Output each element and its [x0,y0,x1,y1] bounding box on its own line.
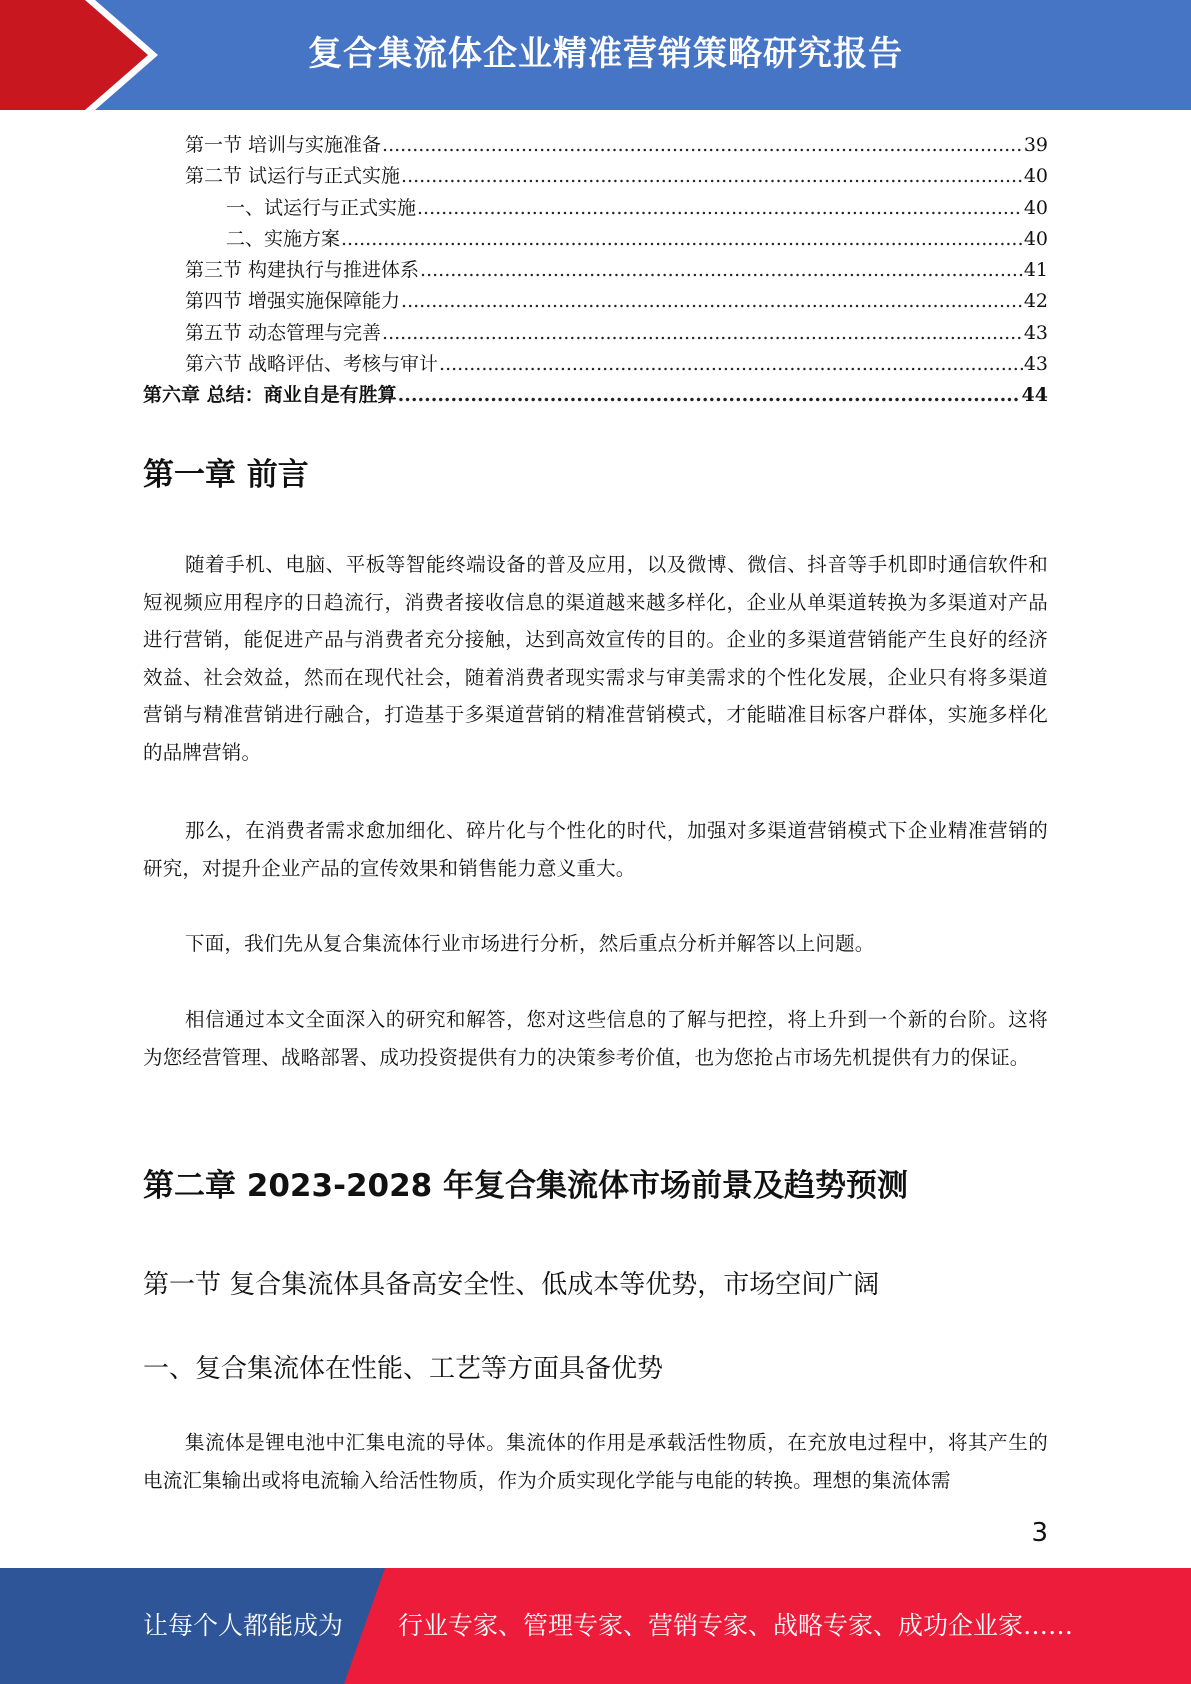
toc-entry [143,286,1048,317]
chapter2-paragraph-1: 集流体是锂电池中汇集电流的导体。集流体的作用是承载活性物质，在充放电过程中，将其产生的电流汇集输出或将电流输入给活性物质，作为介质实现化学能与电能的转换。理想的集流体需 [143,1431,1048,1492]
chapter2-section1-heading: 第一节 复合集流体具备高安全性、低成本等优势，市场空间广阔 [143,1270,880,1300]
footer-slogan-left: 让每个人都能成为 [143,1611,344,1640]
toc-dot-leader [341,228,1023,250]
toc-entry-title: 第四节 增强实施保障能力 [185,290,401,313]
report-title: 复合集流体企业精准营销策略研究报告 [308,34,903,74]
toc-entry [143,224,1048,255]
toc-entry-title: 第六章 总结：商业自是有胜算 [143,384,397,407]
page-header [0,0,1191,110]
toc-entry [143,380,1048,411]
toc-entry [143,255,1048,286]
footer-slogan-right: 行业专家、管理专家、营销专家、战略专家、成功企业家…… [398,1611,1074,1640]
toc-entry-page: 40 [1023,196,1048,219]
chapter2-heading: 第二章 2023-2028 年复合集流体市场前景及趋势预测 [143,1168,909,1204]
toc-dot-leader [417,197,1023,219]
toc-entry-page: 39 [1023,134,1048,156]
table-of-contents [143,130,1048,412]
chapter2-subsection-heading: 一、复合集流体在性能、工艺等方面具备优势 [143,1354,664,1384]
toc-entry-page: 40 [1023,165,1048,188]
toc-entry-title: 第六节 战略评估、考核与审计 [185,353,439,376]
chapter1-paragraph-2: 那么，在消费者需求愈加细化、碎片化与个性化的时代，加强对多渠道营销模式下企业精准营销的研究，对提升企业产品的宣传效果和销售能力意义重大。 [143,819,1048,880]
toc-entry-page: 40 [1023,227,1048,250]
toc-entry-page: 43 [1023,353,1048,376]
chapter1-paragraph-3: 下面，我们先从复合集流体行业市场进行分析，然后重点分析并解答以上问题。 [185,932,875,955]
toc-dot-leader [420,259,1023,281]
chapter1-paragraph-4: 相信通过本文全面深入的研究和解答，您对这些信息的了解与把控，将上升到一个新的台阶。这将为您经营管理、战略部署、成功投资提供有力的决策参考价值，也为您抢占市场先机提供有力的保证。 [143,1008,1048,1069]
toc-entry [143,349,1048,380]
toc-entry-title: 第三节 构建执行与推进体系 [185,259,420,282]
toc-entry [143,318,1048,349]
toc-dot-leader [382,134,1023,156]
toc-entry-title: 一、试运行与正式实施 [226,196,417,219]
toc-entry-title: 第一节 培训与实施准备 [185,134,382,156]
toc-dot-leader [398,384,1021,406]
toc-entry [143,130,1048,161]
chapter1-paragraph-1: 随着手机、电脑、平板等智能终端设备的普及应用，以及微博、微信、抖音等手机即时通信软件和短视频应用程序的日趋流行，消费者接收信息的渠道越来越多样化，企业从单渠道转换为多渠道对产品进行营销，能促进产品与消费者充分接触，达到高效宣传的目的。企业的多渠道营销能产生良好的经济效益、社会效益，然而在现代社会，随着消费者现实需求与审美需求的个性化发展，企业只有将多渠道营销与精准营销进行融合，打造基于多渠道营销的精准营销模式，才能瞄准目标客户群体，实施多样化的品牌营销。 [143,553,1048,764]
toc-entry [143,161,1048,192]
toc-dot-leader [382,322,1023,344]
page-number: 3 [1031,1518,1048,1548]
toc-dot-leader [401,290,1023,312]
toc-entry [143,193,1048,224]
chapter1-heading: 第一章 前言 [143,457,309,493]
toc-entry-title: 第二节 试运行与正式实施 [185,165,401,188]
page-footer [0,1568,1191,1684]
toc-entry-title: 二、实施方案 [226,227,341,250]
toc-entry-title: 第五节 动态管理与完善 [185,321,382,344]
toc-entry-page: 44 [1021,384,1048,407]
toc-entry-page: 42 [1023,290,1048,313]
toc-entry-page: 41 [1023,259,1048,282]
toc-entry-page: 43 [1023,321,1048,344]
toc-dot-leader [401,165,1023,187]
toc-dot-leader [439,353,1023,375]
